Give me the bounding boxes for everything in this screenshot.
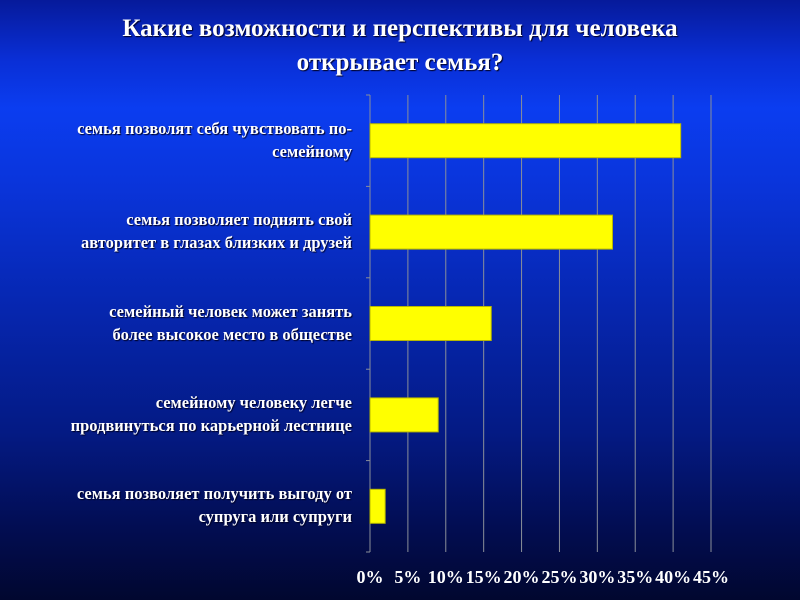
bar <box>370 124 681 158</box>
x-tick-label: 30% <box>579 567 616 587</box>
category-label-line: семья позволяет получить выгоду от <box>76 484 352 504</box>
category-label-line: семейному <box>272 141 352 161</box>
category-label <box>7 117 352 163</box>
category-label <box>7 300 352 346</box>
title-line-1: Какие возможности и перспективы для человека <box>122 15 678 42</box>
category-label <box>7 391 352 437</box>
category-label-line: более высокое место в обществе <box>112 324 352 344</box>
bar <box>370 489 385 523</box>
category-label <box>7 482 352 528</box>
bar <box>370 307 491 341</box>
category-label-line: авторитет в глазах близких и друзей <box>81 233 352 253</box>
x-tick-label: 45% <box>693 567 729 587</box>
x-tick-label: 35% <box>617 567 654 587</box>
x-tick-label: 20% <box>503 567 540 587</box>
x-tick-label: 40% <box>655 567 692 587</box>
x-tick-label: 25% <box>541 567 578 587</box>
x-tick-label: 0% <box>356 567 384 587</box>
category-label-line: семейному человеку легче <box>155 392 352 412</box>
title-line-2: открывает семья? <box>296 49 504 76</box>
category-label <box>7 208 352 254</box>
category-label-line: семейный человек может занять <box>109 301 352 321</box>
x-tick-label: 5% <box>394 567 422 587</box>
category-label-line: супруга или супруги <box>198 507 352 527</box>
category-label-line: продвинуться по карьерной лестнице <box>70 415 352 435</box>
bar <box>370 215 612 249</box>
category-label-line: семья позволят себя чувствовать по- <box>77 118 352 138</box>
x-tick-label: 10% <box>427 567 464 587</box>
category-label-line: семья позволяет поднять свой <box>126 210 352 230</box>
x-tick-label: 15% <box>465 567 502 587</box>
bar <box>370 398 438 432</box>
